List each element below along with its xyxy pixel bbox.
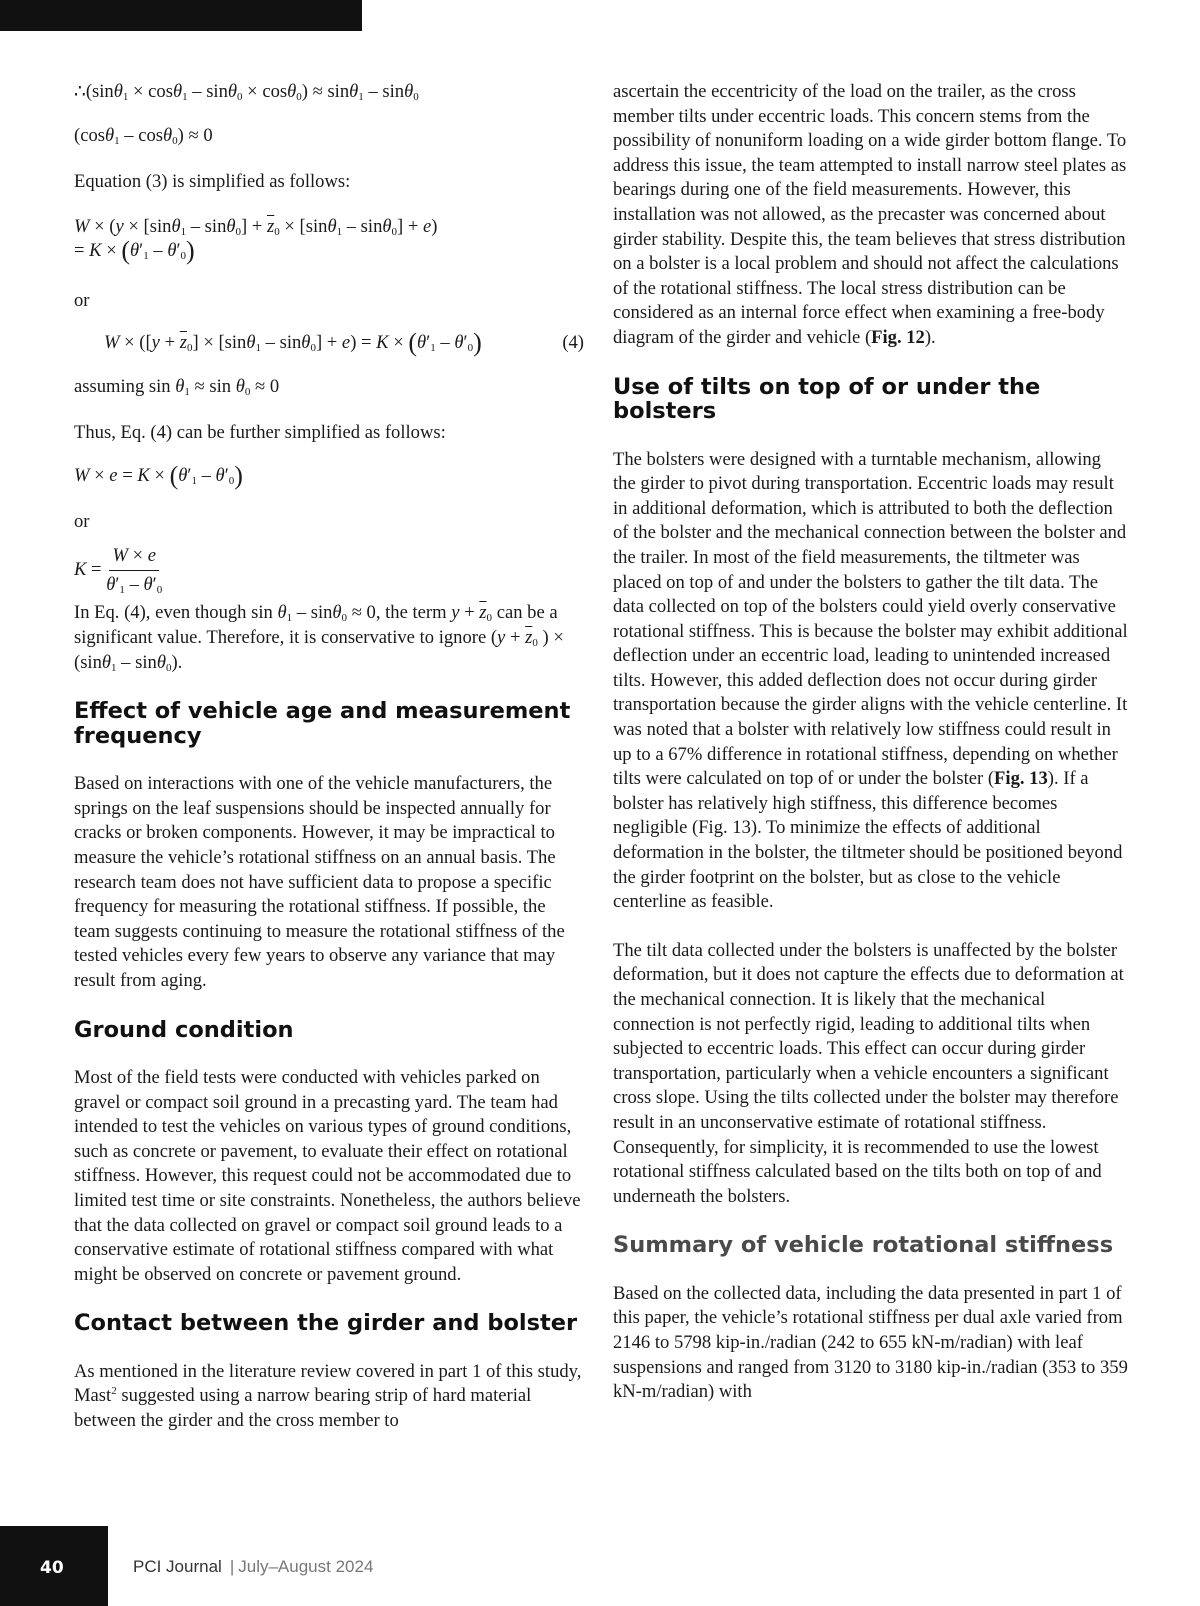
or-text-2: or bbox=[74, 510, 90, 532]
paragraph-summary: Based on the collected data, including the data presented in part 1 of this paper, the vehicle’s rotational stiffness per dual axle varied from 2146 to 5798 kip-in./radian (242 to 655 kN-m/radian) with leaf suspensions and ranged from 3120 to 3180 kip-in./radian (353 to 359 kN-m/radian) with bbox=[613, 1282, 1128, 1403]
heading-tilts: Use of tilts on top of or under the bolsters bbox=[613, 373, 1041, 425]
figure-12-reference: Fig. 12 bbox=[871, 326, 925, 348]
page-number: 40 bbox=[40, 1558, 64, 1578]
assuming-word: assuming bbox=[74, 376, 145, 398]
thus-text: Thus, Eq. (4) can be further simplified as follows: bbox=[74, 422, 446, 444]
figure-13-reference: Fig. 13 bbox=[994, 768, 1048, 790]
top-black-bar bbox=[0, 0, 362, 31]
equation-line-1: ∴(sinθ$_1$ × cosθ$_1$ – sinθ$_0$ × cosθ$_0$) ≈ sinθ$_1$ – sinθ$_0$ bbox=[74, 81, 419, 103]
tilts-text-a: The bolsters were designed with a turntable mechanism, allowing the girder to pivot during transportation. Eccentric loads may result in additional deformation, which is attributed to both the deflection of the bolster and the mechanical connection between the bolster and the trailer. In most of the field measurements, the tiltmeter was placed on top of and under the bolsters to gather the tilt data. The data collected on top of the bolsters could yield overly conservative rotational stiffness. This is because the bolster may exhibit additional deflection under an eccentric load, leading to unintended increased tilts. However, this added deflection does not occur during girder transportation because the girder aligns with the vehicle centerline. It was noted that a bolster with relatively low stiffness could result in up to a 67% difference in rotational stiffness, depending on whether tilts were calculated on top of or under the bolster ( bbox=[613, 448, 1128, 790]
equation-4-number: (4) bbox=[562, 332, 584, 354]
journal-footer bbox=[133, 1557, 373, 1577]
heading-vehicle-age: Effect of vehicle age and measurement frequency bbox=[74, 698, 571, 749]
heading-summary: Summary of vehicle rotational stiffness bbox=[613, 1232, 1114, 1259]
equation-4: $W \times ([y + \overline{z}_0] \times [\sin\theta_1 - \sin\theta_0] + e) = K \times (\theta'_1 - \theta'_0)$ (4) bbox=[104, 328, 584, 358]
equation-simplified: $W \times (y \times [\sin\theta_1 - \sin\theta_0] + \overline{z}_0 \times [\sin\theta_1 - \sin\theta_0] + e)$ = $K \times (\theta'_1 - \theta'_0)$ bbox=[74, 215, 438, 265]
equation-we: $W \times e = K \times (\theta'_1 - \theta'_0)$ bbox=[74, 460, 243, 490]
paragraph-contact-continued bbox=[613, 80, 1128, 351]
paragraph-ground-condition: Most of the field tests were conducted with vehicles parked on gravel or compact soil ground in a precasting yard. The team had intended to test the vehicles on various types of ground conditions, such as concrete or pavement, to evaluate their effect on rotational stiffness. However, this request could not be accommodated due to limited test time or site constraints. Nonetheless, the authors believe that the data collected on gravel or compact soil ground leads to a conservative estimate of rotational stiffness compared with what might be observed on concrete or pavement ground. bbox=[74, 1067, 581, 1285]
contact-continued-end: ). bbox=[924, 326, 936, 348]
or-text-1: or bbox=[74, 289, 90, 311]
paragraph-contact-part-b: suggested using a narrow bearing strip of hard material between the girder and the cross member to bbox=[74, 1385, 532, 1432]
journal-name: PCI Journal bbox=[133, 1557, 222, 1576]
paragraph-vehicle-age: Based on interactions with one of the vehicle manufacturers, the springs on the leaf suspensions should be inspected annually for cracks or broken components. However, it may be impractical to measure the vehicle’s rotational stiffness on an annual basis. The research team does not have sufficient data to propose a specific frequency for measuring the rotational stiffness. If possible, the team suggests continuing to measure the rotational stiffness of the tested vehicles every few years to observe any variance that may result from aging. bbox=[74, 773, 565, 991]
equation-3-intro: Equation (3) is simplified as follows: bbox=[74, 171, 351, 192]
heading-ground-condition: Ground condition bbox=[74, 1016, 294, 1043]
footer-separator: | bbox=[229, 1557, 235, 1576]
tilts-text-b: ). If a bolster has relatively high stiffness, this difference becomes negligible (Fig. 13). To minimize the effects of additional deformation in the bolster, the tiltmeter should be positioned beyond the girder footprint on the bolster, but as close to the vehicle centerline as feasible. bbox=[613, 768, 1123, 913]
paragraph-tilts-1 bbox=[613, 448, 1128, 915]
contact-continued-text: ascertain the eccentricity of the load on the trailer, as the cross member tilts under eccentric loads. This concern stems from the possibility of nonuniform loading on a wide girder bottom flange. To address this issue, the team attempted to install narrow steel plates as bearings during one of the field measurements. However, this installation was not allowed, as the precaster was concerned about girder stability. Despite this, the team believes that stress distribution on a bolster is a local problem and should not affect the calculations of the rotational stiffness. The local stress distribution can be considered as an internal force effect when examining a free-body diagram of the girder and vehicle ( bbox=[613, 81, 1127, 348]
paragraph-contact-part-a: As mentioned in the literature review covered in part 1 of this study, Mast bbox=[74, 1360, 582, 1407]
reference-superscript: 2 bbox=[111, 1385, 117, 1398]
issue-date: July–August 2024 bbox=[238, 1557, 374, 1576]
equation-k: K = $\frac{W \times e}{\theta'_1 - \theta'_0}$ bbox=[74, 545, 163, 597]
heading-contact: Contact between the girder and bolster bbox=[74, 1310, 578, 1337]
left-column bbox=[74, 80, 584, 1434]
paragraph-tilts-2: The tilt data collected under the bolsters is unaffected by the bolster deformation, but it does not capture the effects due to deformation at the mechanical connection. It is likely that the mechanical connection is not perfectly rigid, leading to additional tilts when subjected to eccentric loads. This effect can occur during girder transportation, particularly when a vehicle encounters a significant cross slope. Using the tilts collected under the bolster may therefore result in an unconservative estimate of rotational stiffness. Consequently, for simplicity, it is recommended to use the lowest rotational stiffness calculated based on the tilts both on top of and underneath the bolsters. bbox=[613, 939, 1124, 1207]
paragraph-contact bbox=[74, 1360, 584, 1434]
right-column bbox=[613, 80, 1128, 1405]
assumption-line: assuming $\sin \theta_1 \approx \sin \theta_0 \approx 0$ bbox=[74, 376, 280, 399]
equation-4-note: In Eq. (4), even though $\sin \theta_1 - \sin\theta_0 \approx 0$, the term $y + \overline{z}_0$ can be a significant value. Therefore, it is conservative to ignore ($y + \overline{z}_0$ ) × (sinθ$_1$ – sinθ$_0$). bbox=[74, 602, 564, 674]
equation-line-2: (cosθ$_1$ – cosθ$_0$) ≈ 0 bbox=[74, 125, 213, 147]
